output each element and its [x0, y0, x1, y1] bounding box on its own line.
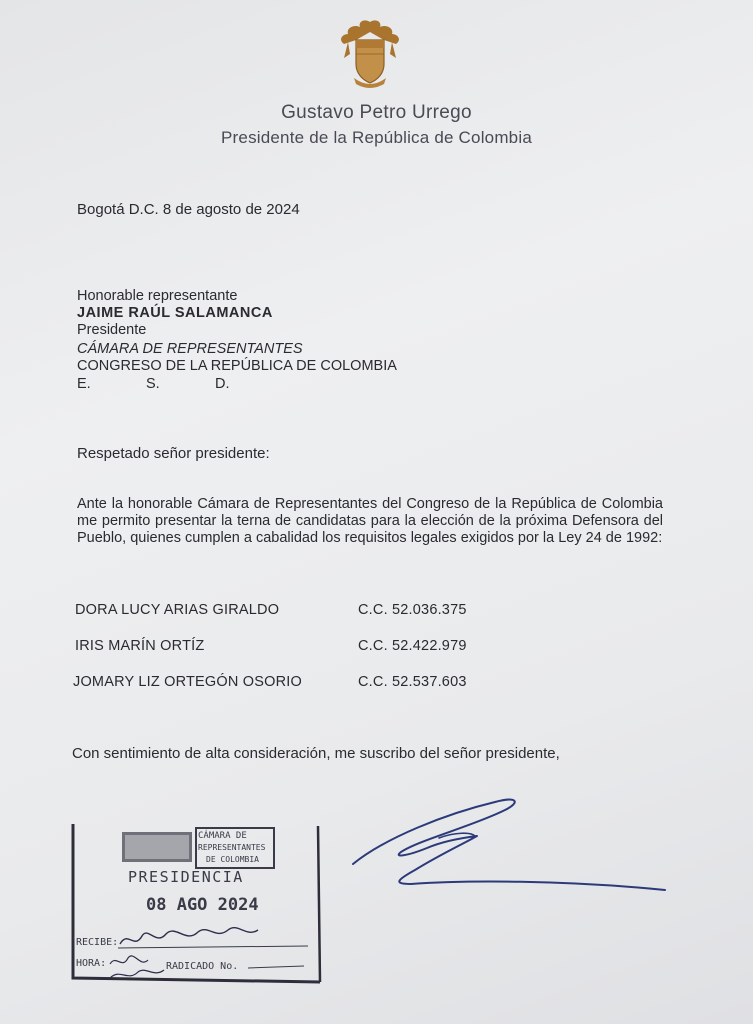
- recipient-esd: [77, 376, 284, 392]
- recipient-salutation-line: Honorable representante: [77, 288, 238, 304]
- stamp-hora-label: HORA:: [76, 958, 107, 969]
- stamp-org-line-1: CÁMARA DE: [198, 831, 247, 841]
- candidate-name: JOMARY LIZ ORTEGÓN OSORIO: [73, 674, 302, 690]
- esd-d: D.: [215, 376, 230, 392]
- stamp-org-line-2: REPRESENTANTES: [198, 843, 266, 852]
- coat-of-arms-icon: [336, 18, 404, 90]
- signature: [345, 780, 675, 900]
- letter-date: Bogotá D.C. 8 de agosto de 2024: [77, 201, 300, 218]
- recipient-chamber: CÁMARA DE REPRESENTANTES: [77, 341, 303, 357]
- closing-line: Con sentimiento de alta consideración, me suscribo del señor presidente,: [72, 745, 560, 762]
- candidate-name: IRIS MARÍN ORTÍZ: [75, 638, 205, 654]
- candidate-id: C.C. 52.422.979: [358, 638, 467, 654]
- stamp-radicado-label: RADICADO No.: [166, 961, 239, 972]
- stamp-seal-icon: [122, 832, 192, 862]
- sender-name: Gustavo Petro Urrego: [281, 102, 472, 123]
- stamp-date: 08 AGO 2024: [146, 895, 259, 915]
- esd-e: E.: [77, 376, 91, 392]
- candidate-id: C.C. 52.036.375: [358, 602, 467, 618]
- candidate-name: DORA LUCY ARIAS GIRALDO: [75, 602, 280, 618]
- stamp-recibe-label: RECIBE:: [76, 937, 119, 948]
- candidate-id: C.C. 52.537.603: [358, 674, 467, 690]
- reception-stamp: [68, 818, 326, 986]
- letter-body: Ante la honorable Cámara de Representantes del Congreso de la República de Colombia me permito presentar la terna de candidatas para la elección de la próxima Defensora del Pueblo, quienes cumplen a cabalidad los requisitos legales exigidos por la Ley 24 de 1992:: [77, 496, 663, 546]
- recipient-name: JAIME RAÚL SALAMANCA: [77, 305, 273, 321]
- recipient-congress: CONGRESO DE LA REPÚBLICA DE COLOMBIA: [77, 358, 397, 374]
- stamp-office: PRESIDENCIA: [128, 868, 244, 886]
- greeting: Respetado señor presidente:: [77, 445, 270, 462]
- recipient-role: Presidente: [77, 322, 147, 338]
- stamp-org-line-3: DE COLOMBIA: [206, 855, 259, 864]
- sender-title: Presidente de la República de Colombia: [221, 128, 532, 147]
- esd-s: S.: [146, 376, 160, 392]
